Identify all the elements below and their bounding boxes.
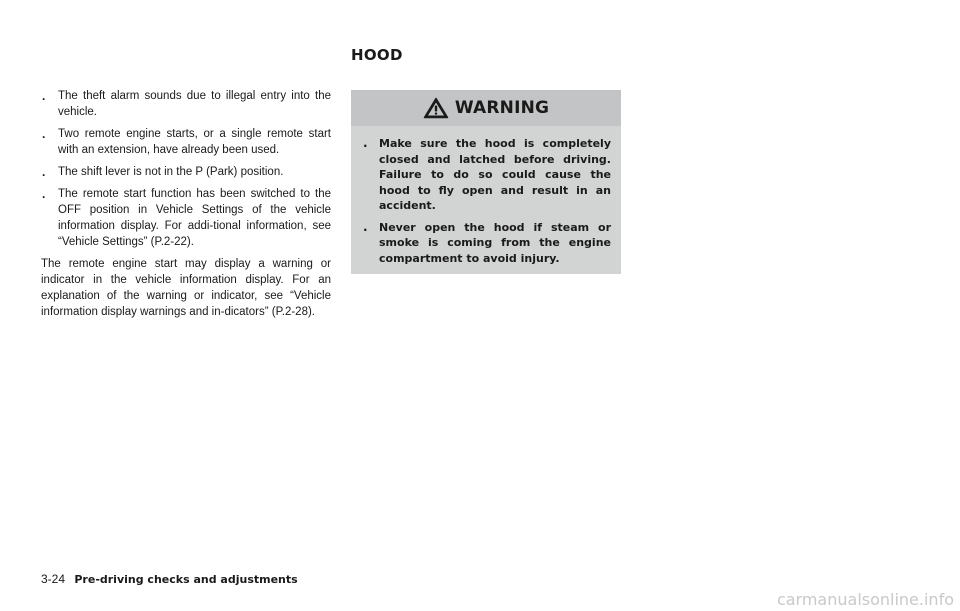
bullet-mark: . (42, 165, 46, 179)
list-item (363, 220, 611, 267)
chapter-title: Pre-driving checks and adjustments (74, 573, 298, 586)
warning-item-text: Make sure the hood is completely closed and latched before driving. Failure to do so could cause the hood to fly open and result in an accident. (379, 137, 611, 212)
bullet-mark: . (363, 136, 368, 150)
list-item (41, 88, 331, 120)
bullet-mark: . (363, 219, 368, 234)
warning-box (351, 90, 621, 274)
body-paragraph: The remote engine start may display a warning or indicator in the vehicle information display. For an explanation of the warning or indicator, see “Vehicle information display warnings and in-dicators” (P.2-28). (41, 258, 331, 318)
list-item-text: The theft alarm sounds due to illegal entry into the vehicle. (58, 90, 331, 118)
section-heading: HOOD (351, 46, 403, 64)
list-item (41, 186, 331, 250)
left-column (41, 88, 331, 320)
warning-title: WARNING (454, 98, 550, 118)
bullet-list (41, 88, 331, 250)
page-number: 3-24 (41, 572, 66, 586)
list-item-text: The remote start function has been switched to the OFF position in Vehicle Settings of the vehicle information display. For addi-tional information, see “Vehicle Settings” (P.2-22). (58, 188, 331, 248)
page-footer (41, 572, 298, 586)
list-item (41, 164, 331, 180)
bullet-mark: . (42, 187, 46, 201)
bullet-mark: . (42, 127, 46, 141)
warning-item-text: Never open the hood if steam or smoke is coming from the engine compartment to avoid injury. (379, 220, 611, 265)
watermark: carmanualsonline.info (776, 590, 954, 609)
warning-header (351, 90, 621, 126)
warning-list (351, 126, 621, 266)
list-item-text: The shift lever is not in the P (Park) position. (58, 166, 284, 178)
list-item (363, 136, 611, 214)
warning-triangle-icon (423, 97, 449, 119)
bullet-mark: . (42, 89, 46, 103)
list-item (41, 126, 331, 158)
list-item-text: Two remote engine starts, or a single remote start with an extension, have already been used. (58, 128, 331, 156)
